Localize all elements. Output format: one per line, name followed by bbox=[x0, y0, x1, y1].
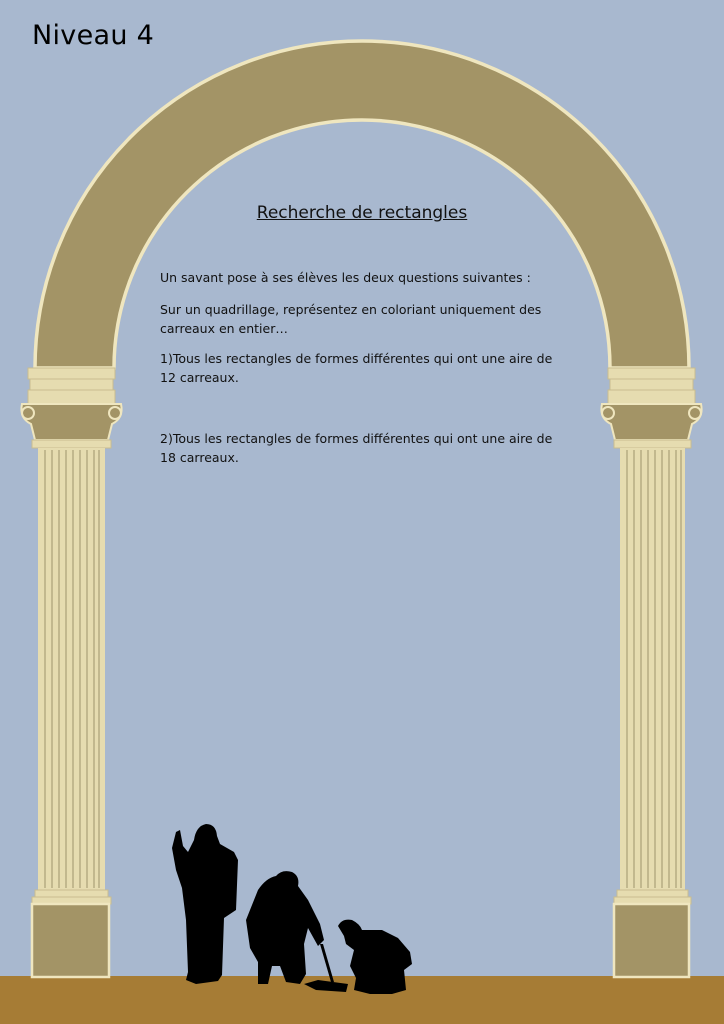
level-label: Niveau 4 bbox=[32, 20, 155, 51]
question-2: 2)Tous les rectangles de formes différentes qui ont une aire de 18 carreaux. bbox=[160, 431, 553, 465]
exercise-title: Recherche de rectangles bbox=[256, 203, 468, 223]
right-column bbox=[601, 368, 701, 977]
exercise-instruction: Sur un quadrillage, représentez en coloriant uniquement des carreaux en entier… bbox=[160, 302, 542, 336]
scholars-silhouette bbox=[172, 824, 412, 994]
exercise-intro: Un savant pose à ses élèves les deux questions suivantes : bbox=[160, 270, 531, 285]
question-1: 1)Tous les rectangles de formes différentes qui ont une aire de 12 carreaux. bbox=[160, 351, 553, 385]
left-column bbox=[21, 368, 121, 977]
